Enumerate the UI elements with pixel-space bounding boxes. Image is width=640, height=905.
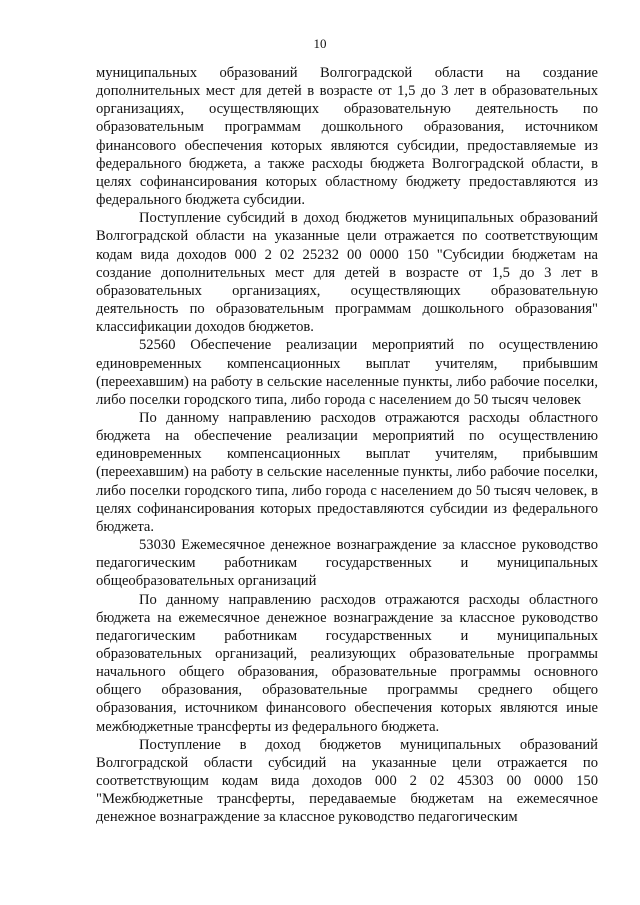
- page-number: 10: [313, 36, 327, 51]
- paragraph: Поступление в доход бюджетов муниципальных образований Волгоградской области субсидий на указанные цели отражается по соответствующим кодам вида доходов 000 2 02 45303 00 0000 150 "Межбюджетные трансферты, передаваемые бюджетам на ежемесячное денежное вознаграждение за классное руководство педагогическим: [96, 736, 598, 826]
- document-body: [96, 64, 598, 827]
- paragraph: По данному направлению расходов отражаются расходы областного бюджета на обеспечение реализации мероприятий по осуществлению единовременных компенсационных выплат учителям, прибывшим (переехавшим) на работу в сельские населенные пункты, либо рабочие поселки, либо поселки городского типа, либо города с населением до 50 тысяч человек, в целях софинансирования которых предоставляются субсидии из федерального бюджета.: [96, 409, 598, 535]
- paragraph: Поступление субсидий в доход бюджетов муниципальных образований Волгоградской области на указанные цели отражается по соответствующим кодам вида доходов 000 2 02 25232 00 0000 150 "Субсидии бюджетам на создание дополнительных мест для детей в возрасте от 1,5 до 3 лет в образовательных организациях, осуществляющих образовательную деятельность по образовательным программам дошкольного образования" классификации доходов бюджетов.: [96, 210, 598, 336]
- paragraph: По данному направлению расходов отражаются расходы областного бюджета на ежемесячное денежное вознаграждение за классное руководство педагогическим работникам государственных и муниципальных образовательных организаций, реализующих образовательные программы начального общего образования, образовательные программы основного общего образования, образовательные программы среднего общего образования, источником финансового обеспечения которых являются иные межбюджетные трансферты из федерального бюджета.: [96, 591, 598, 735]
- section-heading-52560: 52560 Обеспечение реализации мероприятий по осуществлению единовременных компенсационных выплат учителям, прибывшим (переехавшим) на работу в сельские населенные пункты, либо рабочие поселки, либо поселки городского типа, либо города с населением до 50 тысяч человек: [96, 337, 598, 408]
- paragraph-continuation: муниципальных образований Волгоградской области на создание дополнительных мест для детей в возрасте от 1,5 до 3 лет в образовательных организациях, осуществляющих образовательную деятельность по образовательным программам дошкольного образования, источником финансового обеспечения которых являются субсидии, предоставляемые из федерального бюджета, а также расходы бюджета Волгоградской области, в целях софинансирования которых областному бюджету предоставляются из федерального бюджета субсидии.: [96, 65, 598, 209]
- section-heading-53030: 53030 Ежемесячное денежное вознаграждение за классное руководство педагогическим работникам государственных и муниципальных общеобразовательных организаций: [96, 537, 598, 590]
